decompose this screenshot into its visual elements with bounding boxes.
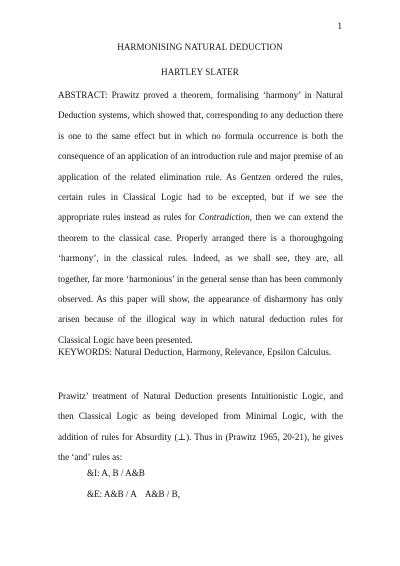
page-number: 1 [337, 21, 342, 31]
abstract-italic-term: Contradiction [198, 212, 250, 223]
paper-title: HARMONISING NATURAL DEDUCTION [117, 42, 283, 52]
abstract-text-end: , then we can extend the theorem to the classical case. Properly arranged there is a thoroughgoing ‘harmony’, in the classical rules. Indeed, as we shall see, they are, all together, far more ‘harmonious’ in the general sense than has been commonly observed. As this paper will show, the appearance of disharmony has only arisen because of the illogical way in which natural deduction rules for Classical Logic have been presented. [58, 212, 343, 345]
abstract-paragraph [58, 85, 343, 350]
and-elimination-rule: &E: A&B / A A&B / B, [87, 489, 180, 499]
body-paragraph: Prawitz’ treatment of Natural Deduction presents Intuitionistic Logic, and then Classical Logic as being developed from Minimal Logic, with the addition of rules for Absurdity (⊥). Thus in (Prawitz 1965, 20-21), he gives the ‘and’ rules as: [58, 391, 343, 463]
and-introduction-rule: &I: A, B / A&B [87, 468, 145, 478]
abstract-text-start: ABSTRACT: Prawitz proved a theorem, formalising ‘harmony’ in Natural Deduction systems, which showed that, corresponding to any deduction there is one to the same effect but in which no formula occurrence is both the consequence of an application of an introduction rule and major premise of an application of the related elimination rule. As Gentzen ordered the rules, certain rules in Classical Logic had to be excepted, but if we see the appropriate rules instead as rules for [58, 90, 343, 223]
keywords-line: KEYWORDS: Natural Deduction, Harmony, Relevance, Epsilon Calculus. [58, 347, 332, 357]
paper-author: HARTLEY SLATER [161, 67, 239, 77]
